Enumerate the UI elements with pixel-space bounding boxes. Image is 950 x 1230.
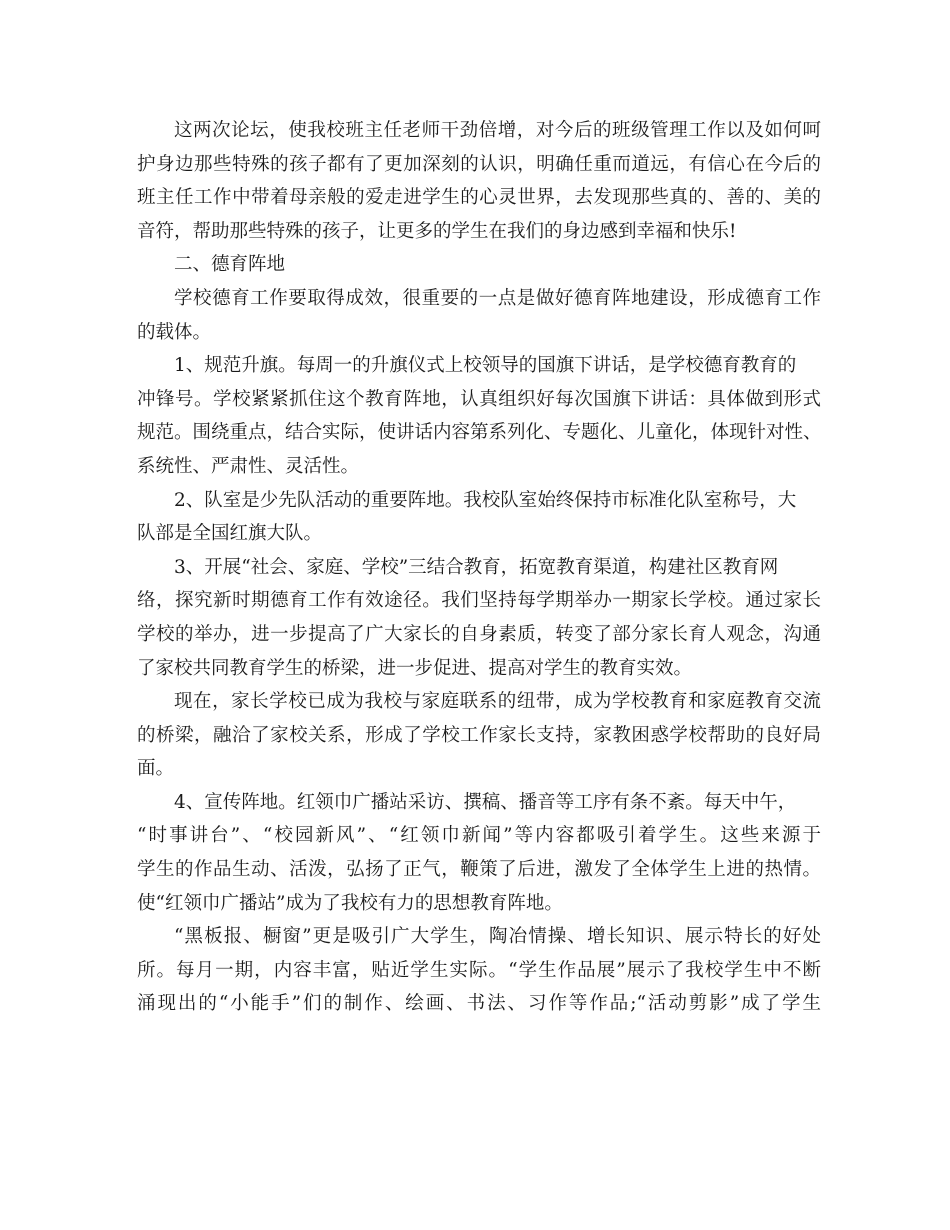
text-line: 的载体。 <box>137 321 212 343</box>
text-line: 冲锋号。学校紧紧抓住这个教育阵地，认真组织好每次国旗下讲话：具体做到形式 <box>137 388 821 410</box>
text-line: 1、规范升旗。每周一的升旗仪式上校领导的国旗下讲话，是学校德育教育的 <box>174 355 797 377</box>
text-line: 现在，家长学校已成为我校与家庭联系的纽带，成为学校教育和家庭教育交流 <box>174 691 821 713</box>
text-line: 3、开展“社会、家庭、学校”三结合教育，拓宽教育渠道，构建社区教育网 <box>174 556 779 578</box>
text-line: 学校德育工作要取得成效，很重要的一点是做好德育阵地建设，形成德育工作 <box>174 287 821 309</box>
text-line: “黑板报、橱窗”更是吸引广大学生，陶冶情操、增长知识、展示特长的好处 <box>174 926 821 948</box>
text-line: 护身边那些特殊的孩子都有了更加深刻的认识，明确任重而道远，有信心在今后的 <box>137 153 821 175</box>
text-line: 涌现出的“小能手”们的制作、绘画、书法、习作等作品;“活动剪影”成了学生 <box>137 993 821 1015</box>
text-line: “时事讲台”、“校园新风”、“红领巾新闻”等内容都吸引着学生。这些来源于 <box>137 825 821 847</box>
document-body <box>137 114 821 1021</box>
text-line: 学生的作品生动、活泼，弘扬了正气，鞭策了后进，激发了全体学生上进的热情。 <box>137 859 821 881</box>
text-line: 2、队室是少先队活动的重要阵地。我校队室始终保持市标准化队室称号，大 <box>174 489 797 511</box>
text-line: 了家校共同教育学生的桥梁，进一步促进、提高对学生的教育实效。 <box>137 657 693 679</box>
text-line: 规范。围绕重点，结合实际，使讲话内容第系列化、专题化、儿童化，体现针对性、 <box>137 422 822 444</box>
text-line: 学校的举办，进一步提高了广大家长的自身素质，转变了部分家长育人观念，沟通 <box>137 623 821 645</box>
text-line: 班主任工作中带着母亲般的爱走进学生的心灵世界，去发现那些真的、善的、美的 <box>137 187 821 209</box>
text-line: 二、德育阵地 <box>174 254 286 276</box>
text-line: 面。 <box>137 758 175 780</box>
text-line: 队部是全国红旗大队。 <box>137 523 323 545</box>
text-line: 所。每月一期，内容丰富，贴近学生实际。“学生作品展”展示了我校学生中不断 <box>137 959 821 981</box>
text-line: 使“红领巾广播站”成为了我校有力的思想教育阵地。 <box>137 892 563 914</box>
text-line: 系统性、严肃性、灵活性。 <box>137 455 360 477</box>
text-line: 的桥梁，融洽了家校关系，形成了学校工作家长支持，家教困惑学校帮助的良好局 <box>137 724 821 746</box>
text-line: 这两次论坛，使我校班主任老师干劲倍增，对今后的班级管理工作以及如何呵 <box>174 120 821 141</box>
text-line: 络，探究新时期德育工作有效途径。我们坚持每学期举办一期家长学校。通过家长 <box>137 590 821 612</box>
text-line: 4、宣传阵地。红领巾广播站采访、撰稿、播音等工序有条不紊。每天中午， <box>174 791 797 813</box>
text-line: 音符，帮助那些特殊的孩子，让更多的学生在我们的身边感到幸福和快乐! <box>137 220 737 242</box>
